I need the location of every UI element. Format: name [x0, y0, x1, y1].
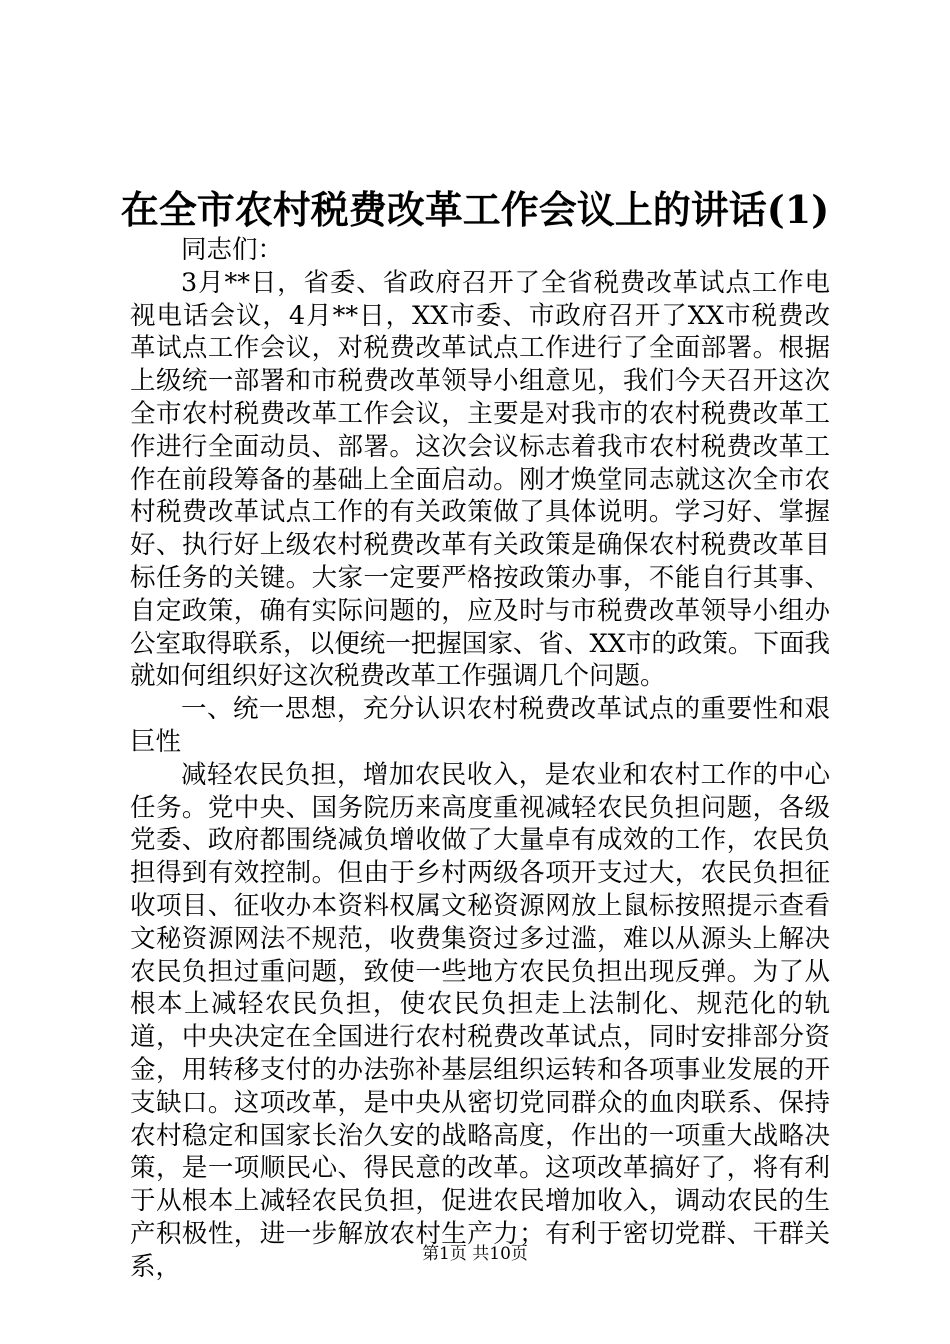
- document-title: 在全市农村税费改革工作会议上的讲话(1): [120, 187, 830, 232]
- page-number-footer: 第1页 共10页: [422, 1244, 528, 1264]
- greeting: 同志们：: [181, 235, 284, 265]
- paragraph-section-1: 减轻农民负担，增加农民收入，是农业和农村工作的中心任务。党中央、国务院历来高度重视减轻农民负担问题，各级党委、政府都围绕减负增收做了大量卓有成效的工作，农民负担得到有效控制。但由于乡村两级各项开支过大，农民负担征收项目、征收办本资料权属文秘资源网放上鼠标按照提示查看文秘资源网法不规范，收费集资过多过滥，难以从源头上解决农民负担过重问题，致使一些地方农民负担出现反弹。为了从根本上减轻农民负担，使农民负担走上法制化、规范化的轨道，中央决定在全国进行农村税费改革试点，同时安排部分资金，用转移支付的办法弥补基层组织运转和各项事业发展的开支缺口。这项改革，是中央从密切党同群众的血肉联系、保持农村稳定和国家长治久安的战略高度，作出的一项重大战略决策，是一项顺民心、得民意的改革。这项改革搞好了，将有利于从根本上减轻农民负担，促进农民增加收入，调动农民的生产积极性，进一步解放农村生产力；有利于密切党群、干群关系，: [130, 759, 830, 1282]
- document-body: [130, 234, 830, 1284]
- section-heading-1: 一、统一思想，充分认识农村税费改革试点的重要性和艰巨性: [130, 694, 830, 757]
- paragraph-intro: 3月**日，省委、省政府召开了全省税费改革试点工作电视电话会议，4月**日，XX市委、市政府召开了XX市税费改革试点工作会议，对税费改革试点工作进行了全面部署。根据上级统一部署和市税费改革领导小组意见，我们今天召开这次全市农村税费改革工作会议，主要是对我市的农村税费改革工作进行全面动员、部署。这次会议标志着我市农村税费改革工作在前段筹备的基础上全面启动。刚才焕堂同志就这次全市农村税费改革试点工作的有关政策做了具体说明。学习好、掌握好、执行好上级农村税费改革有关政策是确保农村税费改革目标任务的关键。大家一定要严格按政策办事，不能自行其事、自定政策，确有实际问题的，应及时与市税费改革领导小组办公室取得联系，以便统一把握国家、省、XX市的政策。下面我就如何组织好这次税费改革工作强调几个问题。: [130, 267, 830, 692]
